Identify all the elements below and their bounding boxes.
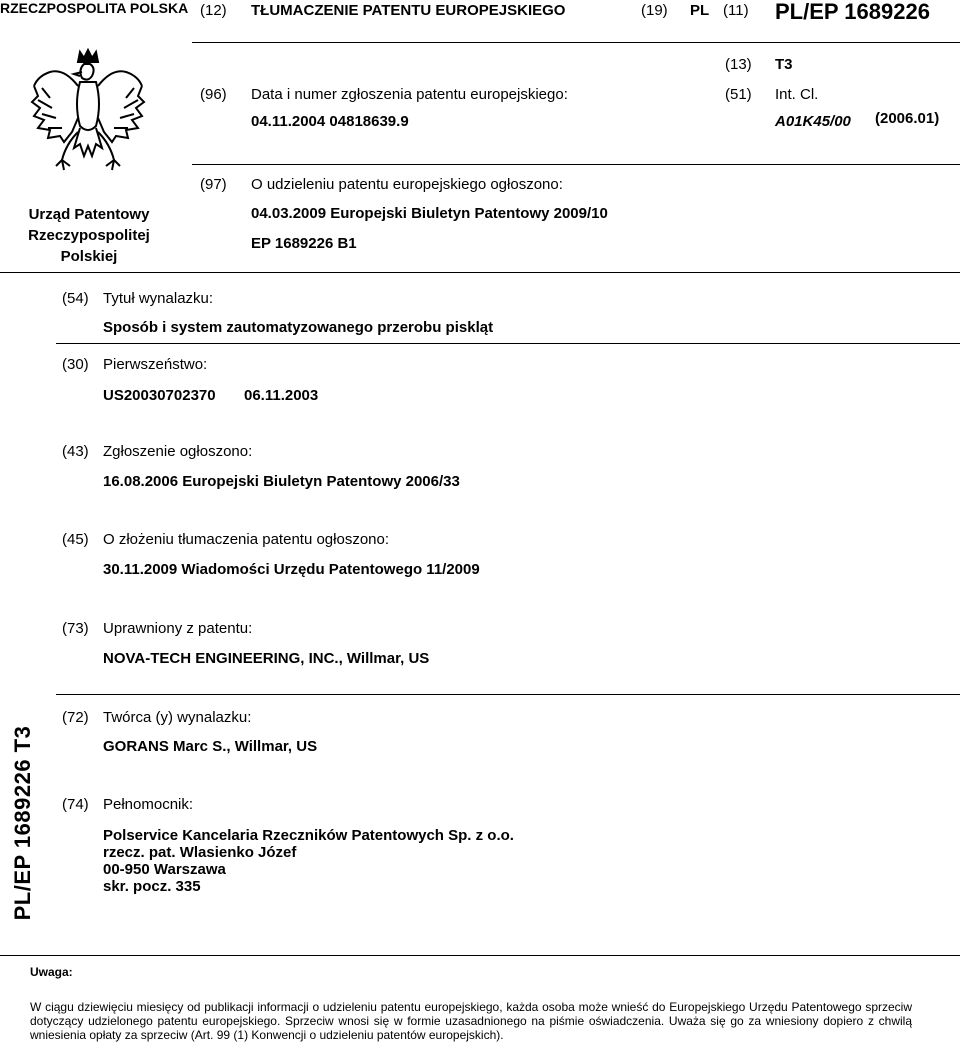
notice-title: Uwaga: [30, 965, 73, 979]
document-type: TŁUMACZENIE PATENTU EUROPEJSKIEGO [251, 2, 566, 19]
header-divider-2 [192, 164, 960, 165]
field-73-code: (73) [62, 620, 89, 637]
office-line-1: Urząd Patentowy [28, 206, 150, 223]
field-51-label: Int. Cl. [775, 86, 819, 103]
field-12-code: (12) [200, 2, 227, 19]
proprietor: NOVA-TECH ENGINEERING, INC., Willmar, US [103, 650, 430, 667]
kind-code: T3 [775, 56, 793, 73]
field-96-code: (96) [200, 86, 227, 103]
field-97-value: 04.03.2009 Europejski Biuletyn Patentowy 2009/10 [251, 205, 608, 222]
country-code: PL [690, 2, 710, 19]
attorney-line-2: rzecz. pat. Wlasienko Józef [103, 844, 297, 861]
field-43-value: 16.08.2006 Europejski Biuletyn Patentowy 2006/33 [103, 473, 460, 490]
attorney-line-4: skr. pocz. 335 [103, 878, 201, 895]
field-30-code: (30) [62, 356, 89, 373]
field-73-label: Uprawniony z patentu: [103, 620, 253, 637]
notice-line-3: wniesienia opłaty za sprzeciw (Art. 99 (1) Konwencji o udzieleniu patentów europejskich). [30, 1028, 504, 1042]
office-line-2: Rzeczypospolitej [28, 227, 150, 244]
field-30-label: Pierwszeństwo: [103, 356, 208, 373]
priority-date: 06.11.2003 [244, 387, 319, 404]
field-45-code: (45) [62, 531, 89, 548]
attorney-line-1: Polservice Kancelaria Rzeczników Patentowych Sp. z o.o. [103, 827, 514, 844]
invention-title: Sposób i system zautomatyzowanego przerobu piskląt [103, 319, 494, 336]
field-96-label: Data i numer zgłoszenia patentu europejskiego: [251, 86, 568, 103]
priority-number: US20030702370 [103, 387, 216, 404]
field-74-code: (74) [62, 796, 89, 813]
ipc-code: A01K45/00 [775, 113, 851, 130]
ipc-version: (2006.01) [875, 110, 940, 127]
field-43-label: Zgłoszenie ogłoszono: [103, 443, 253, 460]
section-divider [0, 272, 960, 273]
country-name: RZECZPOSPOLITA POLSKA [0, 0, 189, 16]
notice-line-2: dotyczący udzielonego patentu europejskiego. Sprzeciw wnosi się w formie uzasadnionego na piśmie oświadczenia. Uważa się go za wniesiony dopiero z chwilą [30, 1014, 912, 1028]
field-54-label: Tytuł wynalazku: [103, 290, 214, 307]
field-97-publication: EP 1689226 B1 [251, 235, 357, 252]
office-line-3: Polskiej [60, 248, 118, 265]
field-97-code: (97) [200, 176, 227, 193]
field-72-label: Twórca (y) wynalazku: [103, 709, 252, 726]
patent-number: PL/EP 1689226 [775, 0, 930, 24]
field-54-code: (54) [62, 290, 89, 307]
field-43-code: (43) [62, 443, 89, 460]
field-74-label: Pełnomocnik: [103, 796, 194, 813]
attorney-line-3: 00-950 Warszawa [103, 861, 226, 878]
polish-eagle-emblem-icon [28, 48, 148, 178]
proprietor-divider [56, 694, 960, 695]
field-13-code: (13) [725, 56, 752, 73]
field-45-label: O złożeniu tłumaczenia patentu ogłoszono: [103, 531, 390, 548]
field-96-value: 04.11.2004 04818639.9 [251, 113, 409, 130]
field-45-value: 30.11.2009 Wiadomości Urzędu Patentowego 11/2009 [103, 561, 480, 578]
inventor: GORANS Marc S., Willmar, US [103, 738, 318, 755]
notice-line-1: W ciągu dziewięciu miesięcy od publikacji informacji o udzieleniu patentu europejskiego, każda osoba może wnieść do Europejskiego Urzędu Patentowego sprzeciw [30, 1000, 912, 1014]
notice-divider [0, 955, 960, 956]
header-divider [192, 42, 960, 43]
side-patent-label [6, 708, 40, 938]
field-51-code: (51) [725, 86, 752, 103]
field-72-code: (72) [62, 709, 89, 726]
field-11-code: (11) [723, 2, 749, 19]
side-patent-label-text: PL/EP 1689226 T3 [10, 725, 35, 921]
title-divider [56, 343, 960, 344]
field-97-label: O udzieleniu patentu europejskiego ogłoszono: [251, 176, 563, 193]
field-19-code: (19) [641, 2, 668, 19]
